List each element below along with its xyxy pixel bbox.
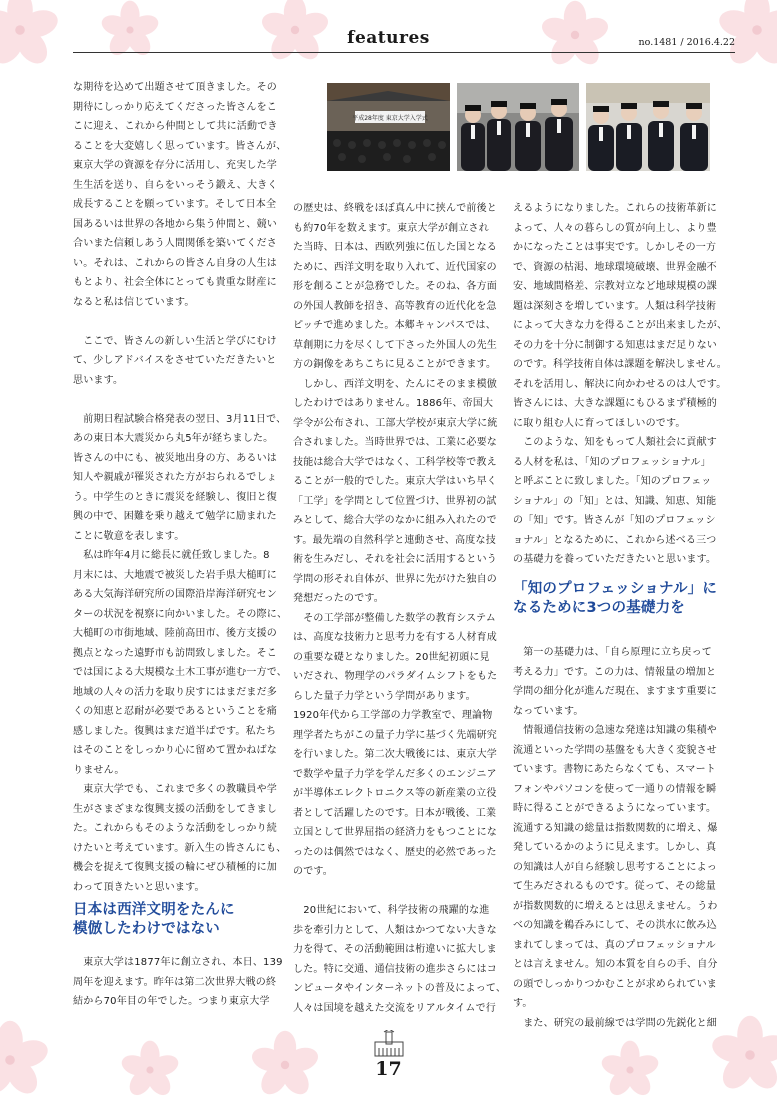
paragraph-gap (513, 624, 728, 644)
text-line: ショナル」の「知」とは、知識、知恵、知能 (513, 495, 717, 507)
article-column-3 (513, 199, 728, 1033)
text-line: は、高度な技術力と思考力を有する人材育成 (293, 632, 497, 643)
text-line: もとより、社会全体にとっても貴重な財産に (73, 277, 277, 288)
text-line: と呼ぶことに致しました。「知のプロフェッ (513, 476, 712, 487)
text-line: けたいと考えています。新入生の皆さんにも、 (73, 842, 287, 854)
paragraph-gap (293, 882, 503, 902)
text-line: 月末には、大地震で被災した岩手県大槌町に (73, 569, 277, 581)
text-line: ったのは偶然ではなく、歴史的必然であった (293, 846, 497, 858)
text-line: くの知恵と忍耐が必要であるということを痛 (73, 706, 277, 717)
text-line: なっています。 (513, 705, 584, 717)
text-line: わって頂きたいと思います。 (73, 881, 205, 893)
text-line: 生生活を送り、自らをいっそう鍛え、大きく (73, 179, 278, 191)
text-line: 安、地域間格差、宗教対立など地球規模の課 (513, 281, 717, 292)
section-heading (73, 901, 283, 939)
text-line: かになったことは事実です。しかしその一方 (513, 242, 717, 253)
text-line: 理学者たちがこの量子力学に基づく先端研究 (293, 729, 497, 741)
text-line: 東京大学は1877年に創立され、本日、139 (73, 957, 283, 968)
text-line: その力を十分に制御する知恵はまだ足りない (513, 339, 717, 351)
text-line: を行いました。第二次大戦後には、東京大学 (293, 749, 497, 760)
text-line: 「工学」を学問として位置づけ、世界初の試 (293, 495, 497, 507)
text-line: 発しているかのように見えます。しかし、真 (513, 842, 717, 853)
text-line: 学問の形それ自体が、世界に先がけた独自の (293, 573, 497, 585)
text-line: ピッチで進めました。本郷キャンパスでは、 (293, 320, 496, 331)
students-smiling-photo (586, 83, 710, 171)
text-line: ある大気海洋研究所の国際沿岸海洋研究セン (73, 589, 277, 600)
text-line: た。これからもそのような活動をしっかり続 (73, 823, 277, 834)
text-line: の外国人教師を招き、高等教育の近代化を急 (293, 300, 497, 312)
students-group-photo (457, 83, 579, 171)
text-line: 知人や親戚が罹災された方がおられるでしょ (73, 472, 277, 483)
text-line: えるようになりました。これらの技術革新に (513, 203, 717, 214)
text-line: ることを大変嬉しく思っています。皆さんが、 (73, 140, 287, 152)
ceremony-hall-photo (327, 83, 450, 171)
text-line: で数学や量子力学を学んだ多くのエンジニア (293, 768, 497, 780)
text-line: 時に得ることができるようになっています。 (513, 803, 717, 814)
text-line: 生がさまざまな復興支援の活動をしてきまし (73, 803, 277, 815)
yasuda-auditorium-icon (369, 1030, 409, 1058)
text-line: このような、知をもって人類社会に貢献す (513, 437, 717, 448)
text-line: 地域の人々の活力を取り戻すにはまだまだ多 (73, 686, 277, 698)
text-line: 皆さんの中にも、被災地出身の方、あるいは (73, 452, 277, 464)
text-line: の歴史は、終戦をほぼ真ん中に挟んで前後と (293, 203, 497, 214)
text-line: 流通といった学問の基盤をも大きく変貌させ (513, 744, 717, 756)
text-line: の頭でしっかりつかむことが求められていま (513, 978, 717, 990)
heading-line: 模倣したわけではない (73, 921, 220, 937)
text-line: フォンやパソコンを使って一通りの情報を瞬 (513, 783, 717, 795)
text-line: のです。 (293, 866, 333, 877)
text-line: す。最先端の自然科学と連動させ、高度な技 (293, 534, 496, 546)
text-line: のです。科学技術自体は課題を解決しません。 (513, 359, 727, 370)
text-line: の基礎力を養っていただきたいと思います。 (513, 554, 717, 565)
text-line: みとして、総合大学のなかに組み入れたので (293, 515, 497, 526)
text-line: まれてしまっては、真のプロフェッショナル (513, 939, 716, 951)
text-line: 立国として世界屈指の経済力をもつことにな (293, 827, 497, 838)
text-line: 結から70年目の年でした。つまり東京大学 (73, 996, 270, 1007)
article-column-1 (73, 78, 288, 1012)
text-line: に取り組む人に育ってほしいのです。 (513, 417, 686, 429)
text-line: 学問の細分化が進んだ現在、ますます重要に (513, 686, 717, 697)
text-line: 拠点となった遠野市も訪問致しました。そこ (73, 647, 277, 659)
text-line: なると私は信じています。 (73, 296, 195, 308)
text-line: 人々は国境を越えた交流をリアルタイムで行 (293, 1002, 496, 1014)
text-line: したわけではありません。1886年、帝国大 (293, 398, 494, 409)
text-line: こに迎え、これから仲間として共に活動でき (73, 121, 278, 132)
text-line: 皆さんには、大きな課題にもひるまず積極的 (513, 398, 717, 409)
text-line: 学令が公布され、工部大学校が東京大学に統 (293, 417, 498, 429)
text-line: が半導体エレクトロニクス等の新産業の立役 (293, 788, 497, 799)
text-line: な期待を込めて出題させて頂きました。その (73, 82, 277, 93)
heading-line: 日本は西洋文明をたんに (73, 902, 235, 918)
text-line: 術を生みだし、それを社会に活用するという (293, 554, 497, 565)
page-number: 17 (375, 1058, 402, 1080)
text-line: ために、西洋文明を取り入れて、近代国家の (293, 261, 497, 273)
text-line: 前期日程試験合格発表の翌日、3月11日で、 (73, 413, 287, 425)
banner-text: 平成28年度 東京大学入学式 (352, 115, 428, 122)
text-line: 思います。 (73, 374, 124, 386)
text-line: 第一の基礎力は、「自ら原理に立ち戻って (513, 647, 712, 658)
section-heading (513, 580, 728, 618)
text-line: 大槌町の市街地域、陸前高田市、後方支援の (73, 628, 277, 639)
text-line: 方の銅像をあちこちに見ることができます。 (293, 359, 497, 370)
section-title: features (347, 28, 430, 48)
text-line: その工学部が整備した数学の教育システム (293, 612, 496, 624)
text-line: ターの状況を視察に向かいました。その際に、 (73, 608, 288, 620)
issue-number: no.1481 / 2016.4.22 (638, 37, 735, 48)
text-line: 周年を迎えます。昨年は第二次世界大戦の終 (73, 976, 277, 988)
text-line: 考える力」です。この力は、情報量の増加と (513, 666, 717, 678)
text-line: 力を得て、その活動範囲は桁違いに拡大しま (293, 944, 497, 955)
text-line: 発想だったのです。 (293, 593, 384, 604)
text-line: う。中学生のときに震災を経験し、復旧と復 (73, 491, 277, 503)
text-line: 草創期に力を尽くして下さった外国人の先生 (293, 339, 497, 351)
text-line: 東京大学でも、これまで多くの教職員や学 (73, 784, 277, 795)
text-line: ョナル」となるために、これから述べる三つ (513, 534, 717, 546)
text-line: した。特に交通、通信技術の進歩さらにはコ (293, 963, 497, 975)
text-line: はそのことをしっかり心に留めて置かねばな (73, 745, 277, 756)
text-line: べの知識を鵜呑みにして、その洪水に飲み込 (513, 920, 717, 931)
text-line: 成長することを願っています。そして日本全 (73, 199, 277, 210)
text-line: とは言えません。知の本質を自らの手、自分 (513, 959, 718, 970)
text-line: 国あるいは世界の各地から集う仲間と、競い (73, 218, 277, 230)
text-line: よって、人々の暮らしの質が向上し、より豊 (513, 222, 717, 234)
paragraph-gap (73, 312, 283, 332)
text-line: あの東日本大震災から丸5年が経ちました。 (73, 433, 274, 444)
text-line: 形を創ることが急務でした。そのね、各方面 (293, 281, 497, 292)
text-line: 感しました。復興はまだ道半ばです。私たち (73, 725, 277, 737)
text-line: 合いまた信頼しあう人間関係を築いてくださ (73, 238, 277, 249)
text-line: ことに敬意を表します。 (73, 530, 185, 542)
text-line: い。それは、これからの皆さん自身の人生は (73, 257, 277, 269)
text-line: ています。書物にあたらなくても、スマート (513, 764, 716, 775)
text-line: によって大きな力を得ることが出来ましたが、 (513, 320, 728, 331)
text-line: 東京大学の資源を存分に活用し、充実した学 (73, 160, 277, 171)
text-line: ここで、皆さんの新しい生活と学びにむけ (73, 335, 277, 347)
text-line: の知識は人が自ら経験し思考することによっ (513, 861, 717, 873)
header-divider (73, 52, 735, 53)
text-line: しかし、西洋文明を、たんにそのまま模倣 (293, 378, 497, 390)
text-line: りません。 (73, 764, 125, 776)
text-line: ることが一般的でした。東京大学はいち早く (293, 476, 497, 487)
text-line: の重要な礎となりました。20世紀初頭に見 (293, 651, 490, 663)
paragraph-gap (73, 390, 283, 410)
text-line: で、資源の枯渇、地球環境破壊、世界金融不 (513, 261, 717, 273)
heading-line: 「知のプロフェッショナル」に (513, 580, 718, 597)
text-line: た当時、日本は、西欧列強に伍した国となる (293, 242, 497, 253)
text-line: す。 (513, 998, 533, 1009)
text-line: 20世紀において、科学技術の飛躍的な進 (293, 905, 490, 916)
article-column-2 (293, 199, 507, 1018)
heading-line: なるために3つの基礎力を (513, 599, 685, 616)
text-line: また、研究の最前線では学問の先鋭化と細 (513, 1017, 717, 1029)
text-line: が指数関数的に増えるとは思えません。うわ (513, 900, 718, 912)
text-line: 期待にしっかり応えてくださった皆さんをこ (73, 101, 277, 113)
text-line: 1920年代から工学部の力学教室で、理論物 (293, 710, 493, 721)
text-line: の「知」です。皆さんが「知のプロフェッシ (513, 515, 716, 526)
text-line: る人材を私は、「知のプロフェッショナル」 (513, 456, 711, 468)
text-line: 題は深刻さを増しています。人類は科学技術 (513, 300, 717, 312)
text-line: 歩を牽引力として、人類はかつてない大きな (293, 924, 497, 936)
text-line: も約70年を数えます。東京大学が創立され (293, 222, 489, 234)
text-line: 機会を捉えて復興支援の輪にぜひ積極的に加 (73, 862, 277, 873)
text-line: て生みだされるものです。従って、その総量 (513, 881, 716, 892)
text-line: ンピュータやインターネットの普及によって、 (293, 983, 507, 994)
text-line: いだされ、物理学のパラダイムシフトをもた (293, 671, 498, 682)
photo-strip (327, 83, 710, 171)
text-line: 者として活躍したのです。日本が戦後、工業 (293, 807, 497, 819)
text-line: て、少しアドバイスをさせていただきたいと (73, 355, 277, 366)
text-line: それを活用し、解決に向かわせるのは人です。 (513, 378, 727, 390)
text-line: では国による大規模な土木工事が進む一方で、 (73, 667, 287, 678)
text-line: 流通する知識の総量は指数関数的に増え、爆 (513, 822, 718, 834)
paragraph-gap (73, 945, 283, 953)
text-line: 情報通信技術の急速な発達は知識の集積や (513, 725, 717, 736)
text-line: 合されました。当時世界では、工業に必要な (293, 437, 497, 448)
text-line: 私は昨年4月に総長に就任致しました。8 (73, 550, 270, 561)
text-line: 興の中で、困難を乗り越えて勉学に励まれた (73, 511, 277, 522)
text-line: 技能は総合大学ではなく、工科学校等で教え (293, 456, 497, 468)
text-line: らした量子力学という学問があります。 (293, 690, 476, 702)
